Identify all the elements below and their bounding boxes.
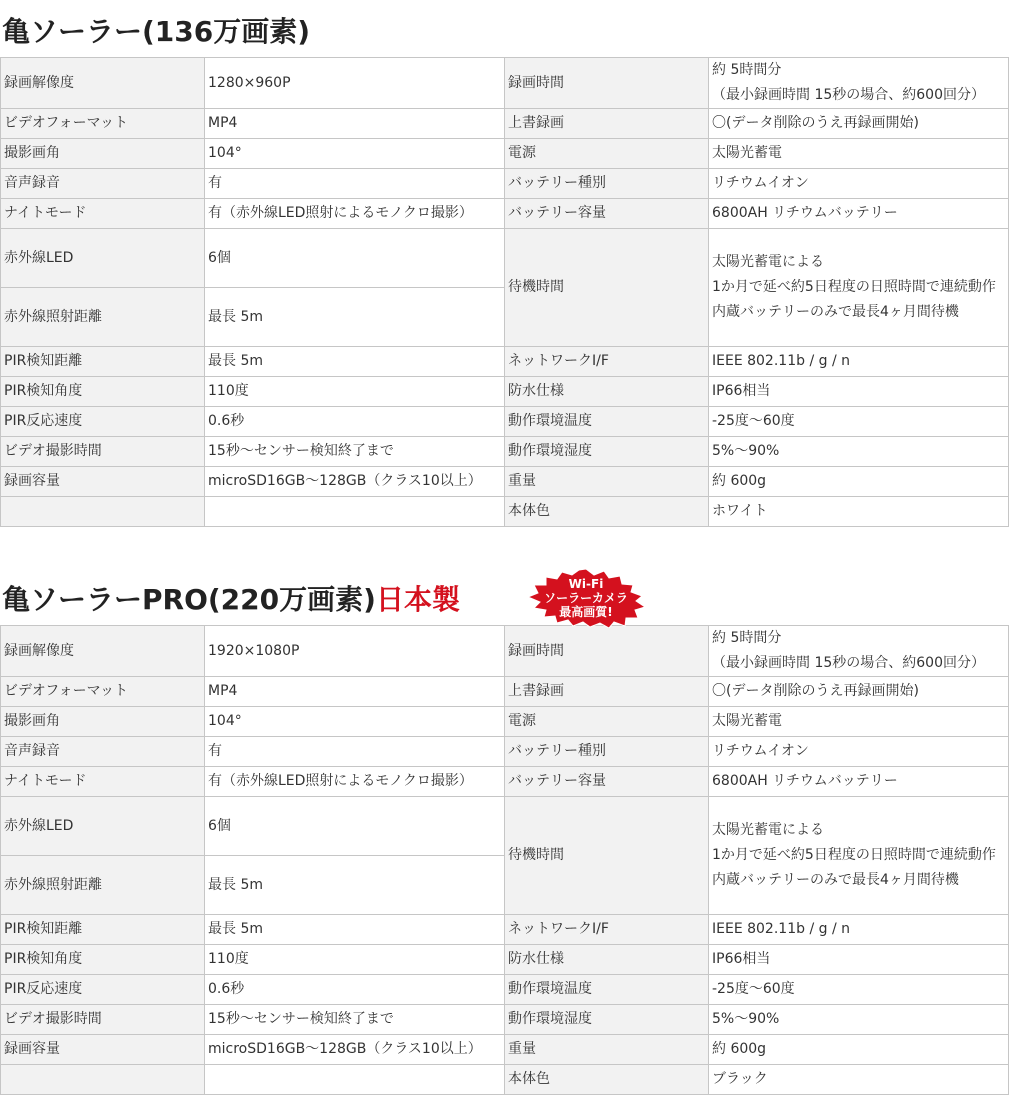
spec-row [1,199,1009,229]
spec-value: 〇(データ削除のうえ再録画開始) [709,677,1009,707]
spec-label: 電源 [505,139,709,169]
spec-row [1,139,1009,169]
spec-row [1,169,1009,199]
title-text: 亀ソーラー(136万画素) [2,15,311,48]
spec-value: -25度～60度 [709,407,1009,437]
spec-row [1,1005,1009,1035]
spec-value: MP4 [205,109,505,139]
section-header [0,568,1010,625]
spec-value: 約 600g [709,467,1009,497]
spec-section-standard [0,0,1010,527]
spec-value-line: 1か月で延べ約5日程度の日照時間で連続動作 [712,847,996,863]
spec-value: 1280×960P [205,58,505,109]
spec-value-line: （最小録画時間 15秒の場合、約600回分） [712,87,985,103]
spec-value: IP66相当 [709,945,1009,975]
spec-label: 録画解像度 [1,626,205,677]
title-text: 亀ソーラーPRO(220万画素) [2,583,376,616]
spec-value: 最長 5m [205,347,505,377]
badge-line-1: Wi-Fi [568,577,604,591]
spec-table [0,625,1009,1095]
spec-section-pro [0,568,1010,1095]
badge-line-3: 最高画質! [559,605,613,619]
spec-value: 6800AH リチウムバッテリー [709,199,1009,229]
spec-label: 待機時間 [505,797,709,915]
spec-label: バッテリー容量 [505,767,709,797]
spec-label: PIR検知距離 [1,347,205,377]
spec-label: 上書録画 [505,677,709,707]
spec-row [1,407,1009,437]
badge-line-2: ソーラーカメラ [544,591,628,605]
spec-label: 上書録画 [505,109,709,139]
spec-value: 6個 [205,229,505,288]
spec-value: 104° [205,139,505,169]
spec-value: MP4 [205,677,505,707]
spec-row [1,677,1009,707]
spec-label: 動作環境温度 [505,975,709,1005]
spec-value [205,1065,505,1095]
spec-value: IP66相当 [709,377,1009,407]
wifi-solar-camera-badge [524,568,648,628]
spec-label [1,497,205,527]
spec-label: PIR検知角度 [1,945,205,975]
spec-label [1,1065,205,1095]
spec-label: 重量 [505,467,709,497]
spec-value: microSD16GB～128GB（クラス10以上） [205,1035,505,1065]
spec-value-line: 約 5時間分 [712,62,782,78]
spec-label: ビデオ撮影時間 [1,437,205,467]
spec-value: ホワイト [709,497,1009,527]
spec-value: 最長 5m [205,288,505,347]
spec-value: リチウムイオン [709,169,1009,199]
spec-label: 本体色 [505,1065,709,1095]
spec-label: 本体色 [505,497,709,527]
spec-label: 音声録音 [1,169,205,199]
spec-value: -25度～60度 [709,975,1009,1005]
spec-value [709,797,1009,915]
spec-value-line: 内蔵バッテリーのみで最長4ヶ月間待機 [712,304,959,320]
spec-value: microSD16GB～128GB（クラス10以上） [205,467,505,497]
spec-row [1,945,1009,975]
spec-label: 録画時間 [505,626,709,677]
spec-value: 太陽光蓄電 [709,707,1009,737]
spec-label: 防水仕様 [505,945,709,975]
spec-value-line: （最小録画時間 15秒の場合、約600回分） [712,655,985,671]
spec-label: PIR反応速度 [1,407,205,437]
spec-label: ナイトモード [1,767,205,797]
spec-row [1,347,1009,377]
spec-value: 約 600g [709,1035,1009,1065]
spec-label: PIR検知距離 [1,915,205,945]
spec-table [0,57,1009,527]
spec-row [1,229,1009,288]
spec-label: PIR検知角度 [1,377,205,407]
section-title [2,582,460,618]
spec-value: 最長 5m [205,915,505,945]
spec-value: 有（赤外線LED照射によるモノクロ撮影） [205,199,505,229]
spec-value-line: 太陽光蓄電による [712,254,824,270]
spec-label: 赤外線照射距離 [1,856,205,915]
section-header [0,0,1010,57]
spec-value: 最長 5m [205,856,505,915]
spec-value-line: 約 5時間分 [712,630,782,646]
spec-label: 赤外線LED [1,797,205,856]
spec-label: ナイトモード [1,199,205,229]
spec-value: 有 [205,169,505,199]
spec-value: 5%～90% [709,437,1009,467]
spec-row [1,377,1009,407]
spec-row [1,737,1009,767]
spec-row [1,1035,1009,1065]
spec-label: ネットワークI/F [505,915,709,945]
spec-label: 防水仕様 [505,377,709,407]
spec-value-line: 太陽光蓄電による [712,822,824,838]
spec-value [709,58,1009,109]
spec-label: 録画時間 [505,58,709,109]
spec-row [1,707,1009,737]
spec-label: 録画容量 [1,1035,205,1065]
spec-value [205,497,505,527]
spec-label: 録画解像度 [1,58,205,109]
spec-label: 赤外線LED [1,229,205,288]
spec-row [1,497,1009,527]
spec-label: 録画容量 [1,467,205,497]
spec-row [1,915,1009,945]
spec-row [1,58,1009,109]
spec-value: リチウムイオン [709,737,1009,767]
made-in-japan-label: 日本製 [375,583,460,616]
spec-value: 6800AH リチウムバッテリー [709,767,1009,797]
spec-value: 6個 [205,797,505,856]
spec-row [1,467,1009,497]
spec-value: IEEE 802.11b / g / n [709,915,1009,945]
spec-row [1,797,1009,856]
spec-label: 音声録音 [1,737,205,767]
spec-value: 15秒～センサー検知終了まで [205,437,505,467]
spec-label: PIR反応速度 [1,975,205,1005]
spec-value: IEEE 802.11b / g / n [709,347,1009,377]
spec-value: 太陽光蓄電 [709,139,1009,169]
spec-row [1,767,1009,797]
spec-row [1,437,1009,467]
spec-label: 撮影画角 [1,139,205,169]
spec-value-line: 内蔵バッテリーのみで最長4ヶ月間待機 [712,872,959,888]
spec-label: 電源 [505,707,709,737]
spec-value: 0.6秒 [205,407,505,437]
spec-value: 0.6秒 [205,975,505,1005]
spec-value: 5%～90% [709,1005,1009,1035]
spec-value: 有（赤外線LED照射によるモノクロ撮影） [205,767,505,797]
spec-value [709,626,1009,677]
spec-row [1,1065,1009,1095]
spec-label: 撮影画角 [1,707,205,737]
spec-label: ネットワークI/F [505,347,709,377]
spec-label: バッテリー種別 [505,169,709,199]
spec-label: 動作環境温度 [505,407,709,437]
spec-label: バッテリー種別 [505,737,709,767]
spec-label: ビデオフォーマット [1,109,205,139]
spec-row [1,109,1009,139]
spec-label: 動作環境湿度 [505,1005,709,1035]
spec-value: 104° [205,707,505,737]
spec-label: 待機時間 [505,229,709,347]
spec-label: ビデオ撮影時間 [1,1005,205,1035]
spec-value: 1920×1080P [205,626,505,677]
spec-value [709,229,1009,347]
spec-label: ビデオフォーマット [1,677,205,707]
spec-label: バッテリー容量 [505,199,709,229]
spec-value: 有 [205,737,505,767]
spec-value-line: 1か月で延べ約5日程度の日照時間で連続動作 [712,279,996,295]
spec-row [1,975,1009,1005]
spec-value: 110度 [205,945,505,975]
spec-value: ブラック [709,1065,1009,1095]
spec-label: 重量 [505,1035,709,1065]
spec-value: 110度 [205,377,505,407]
spec-label: 赤外線照射距離 [1,288,205,347]
spec-value: 〇(データ削除のうえ再録画開始) [709,109,1009,139]
spec-value: 15秒～センサー検知終了まで [205,1005,505,1035]
section-title [2,14,310,50]
spec-label: 動作環境湿度 [505,437,709,467]
spec-row [1,626,1009,677]
